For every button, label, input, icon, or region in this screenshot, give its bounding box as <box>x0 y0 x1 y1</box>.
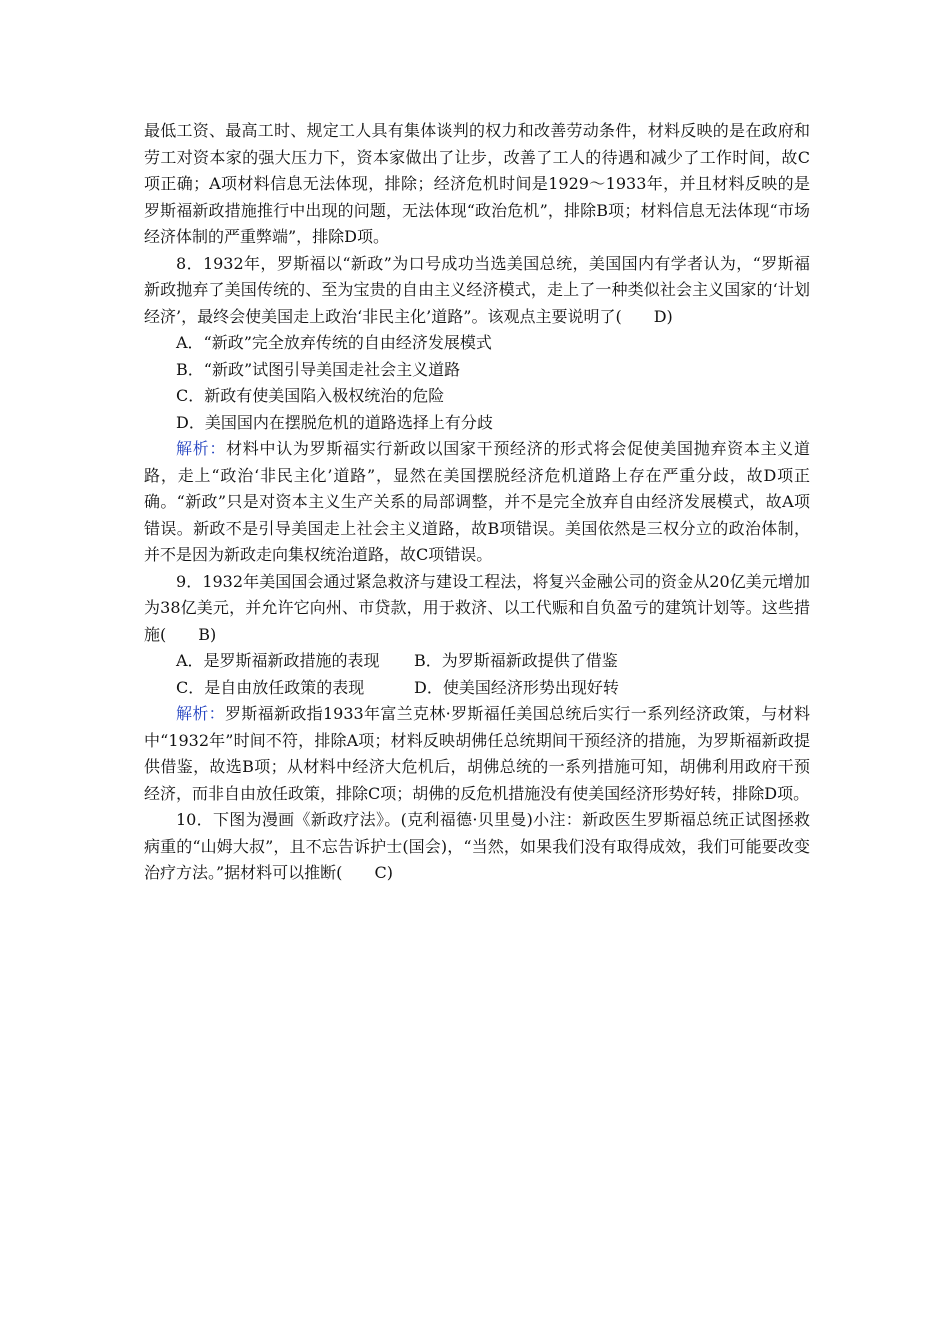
question-8-option-b: B．“新政”试图引导美国走社会主义道路 <box>176 359 461 379</box>
question-8-option-d: D．美国国内在摆脱危机的道路选择上有分歧 <box>176 412 493 432</box>
question-10-stem <box>144 807 810 887</box>
question-9-stem <box>144 569 810 649</box>
document-content <box>144 118 810 887</box>
question-8-close-paren: ) <box>666 306 673 326</box>
question-10-close-paren: ) <box>386 863 393 882</box>
question-8-analysis <box>144 436 810 569</box>
question-8-analysis-label: 解析： <box>176 439 227 458</box>
question-9-options-row-1 <box>144 648 810 675</box>
question-9-close-paren: ) <box>210 624 217 644</box>
question-9-option-b: B．为罗斯福新政提供了借鉴 <box>414 651 618 670</box>
question-9-options-row-2 <box>144 675 810 702</box>
question-9-option-d: D．使美国经济形势出现好转 <box>414 677 619 697</box>
question-9-analysis-label: 解析： <box>176 704 225 723</box>
question-9-analysis <box>144 701 810 807</box>
question-8-option-c: C．新政有使美国陷入极权统治的危险 <box>176 386 445 405</box>
question-10-answer: C <box>374 863 387 882</box>
question-8-stem <box>144 251 810 331</box>
question-9-stem-text: 9．1932年美国国会通过紧急救济与建设工程法，将复兴金融公司的资金从20亿美元增加为38亿美元，并允许它向州、市贷款，用于救济、以工代赈和自负盈亏的建筑计划等。这些措施( <box>144 571 810 644</box>
question-9-option-a: A．是罗斯福新政措施的表现 <box>176 651 380 670</box>
question-9-analysis-text: 罗斯福新政指1933年富兰克林·罗斯福任美国总统后实行一系列经济政策，与材料中“1932年”时间不符，排除A项；材料反映胡佛任总统期间干预经济的措施，为罗斯福新政提供借鉴，故选B项；从材料中经济大危机后，胡佛总统的一系列措施可知，胡佛利用政府干预经济，而非自由放任政策，排除C项；胡佛的反危机措施没有使美国经济形势好转，排除D项。 <box>144 704 810 803</box>
previous-analysis-text: 最低工资、最高工时、规定工人具有集体谈判的权力和改善劳动条件，材料反映的是在政府和劳工对资本家的强大压力下，资本家做出了让步，改善了工人的待遇和减少了工作时间，故C项正确；A项材料信息无法体现，排除；经济危机时间是1929～1933年，并且材料反映的是罗斯福新政措施推行中出现的问题，无法体现“政治危机”，排除B项；材料信息无法体现“市场经济体制的严重弊端”，排除D项。 <box>144 121 810 246</box>
question-9-answer: B <box>198 624 211 644</box>
question-10-stem-text: 10．下图为漫画《新政疗法》。(克利福德·贝里曼)小注：新政医生罗斯福总统正试图拯救病重的“山姆大叔”，且不忘告诉护士(国会)，“当然，如果我们没有取得成效，我们可能要改变治疗方法。”据材料可以推断( <box>144 810 810 882</box>
question-8-option-a: A．“新政”完全放弃传统的自由经济发展模式 <box>176 333 492 352</box>
question-8-answer: D <box>653 306 667 326</box>
question-8-stem-text: 8．1932年，罗斯福以“新政”为口号成功当选美国总统，美国国内有学者认为，“罗斯福新政抛弃了美国传统的、至为宝贵的自由主义经济模式，走上了一种类似社会主义国家的‘计划经济’，最终会使美国走上政治‘非民主化’道路”。该观点主要说明了( <box>144 253 810 326</box>
question-9-option-c: C．是自由放任政策的表现 <box>176 677 365 697</box>
question-8-analysis-text: 材料中认为罗斯福实行新政以国家干预经济的形式将会促使美国抛弃资本主义道路，走上“政治‘非民主化’道路”，显然在美国摆脱经济危机道路上存在严重分歧，故D项正确。“新政”只是对资本主义生产关系的局部调整，并不是完全放弃自由经济发展模式，故A项错误。新政不是引导美国走上社会主义道路，故B项错误。美国依然是三权分立的政治体制，并不是因为新政走向集权统治道路，故C项错误。 <box>144 439 810 564</box>
question-10 <box>144 807 810 887</box>
question-8 <box>144 251 810 569</box>
question-9 <box>144 569 810 808</box>
